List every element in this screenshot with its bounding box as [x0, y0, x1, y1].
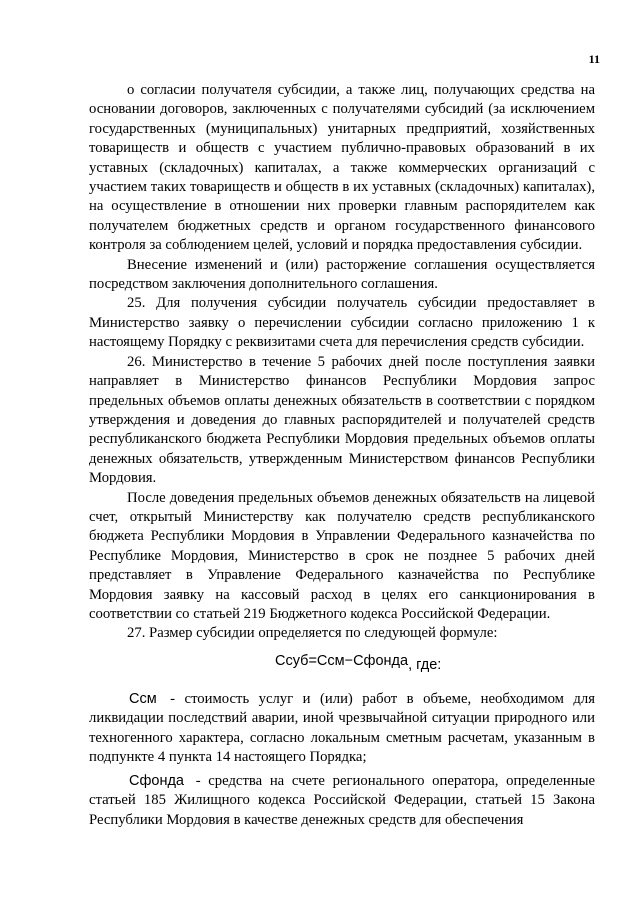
definition-sfonda-symbol: Сфонда	[129, 773, 184, 789]
document-body	[89, 81, 595, 644]
definition-ssm	[89, 690, 595, 768]
definition-ssm-text: - стоимость услуг и (или) работ в объеме, необходимом для ликвидации последствий аварии, иной чрезвычайной ситуации природного или техногенного характера, согласно локальным сметным расчетам, указанным в подпункте 4 пункта 14 настоящего Порядка;	[89, 691, 595, 766]
paragraph-limits: После доведения предельных объемов денежных обязательств на лицевой счет, открытый Министерству как получателю средств республиканского бюджета Республики Мордовия в Управлении Федерального казначейства по Республике Мордовия, Министерство в срок не позднее 5 рабочих дней представляет в Управление Федерального казначейства по Республике Мордовия заявку на кассовый расход в целях его санкционирования в соответствии со статьей 219 Бюджетного кодекса Российской Федерации.	[89, 489, 595, 622]
paragraph-27: 27. Размер субсидии определяется по следующей формуле:	[127, 625, 498, 642]
definition-sfonda	[89, 772, 595, 830]
formula-suffix: , где:	[408, 657, 442, 673]
paragraph-26: 26. Министерство в течение 5 рабочих дней после поступления заявки направляет в Министерство финансов Республики Мордовия запрос предельных объемов оплаты денежных обязательств в соответствии с порядком утверждения и доведения до главных распорядителей и получателей средств республиканского бюджета Республики Мордовия предельных объемов оплаты денежных обязательств, утвержденным Министерством финансов Республики Мордовия.	[89, 353, 595, 487]
paragraph-consent: о согласии получателя субсидии, а также лиц, получающих средства на основании договоров, заключенных с получателями субсидий (за исключением государственных (муниципальных) унитарных предприятий, хозяйственных товариществ и обществ с участием публично-правовых образований в их уставных (складочных) капиталах, а также коммерческих организаций с участием таких товариществ и обществ в их уставных (складочных) капиталах), на осуществление в отношении них проверки главным распорядителем как получателем бюджетных средств и органом государственного финансового контроля за соблюдением целей, условий и порядка предоставления субсидии.	[89, 82, 595, 254]
subsidy-formula	[275, 653, 442, 673]
page-number: 11	[588, 52, 600, 66]
definition-ssm-symbol: Ссм	[129, 691, 157, 707]
definition-sfonda-text: - средства на счете регионального оператора, определенные статьей 185 Жилищного кодекса Российской Федерации, статьей 15 Закона Республики Мордовия в качестве денежных средств для обеспечения	[89, 773, 595, 828]
paragraph-25: 25. Для получения субсидии получатель субсидии предоставляет в Министерство заявку о перечислении субсидии согласно приложению 1 к настоящему Порядку с реквизитами счета для перечисления средств субсидии.	[89, 295, 595, 351]
formula-expression: Ссуб=Сcм−Сфонда	[275, 653, 409, 669]
paragraph-amendment: Внесение изменений и (или) расторжение соглашения осуществляется посредством заключения дополнительного соглашения.	[89, 256, 595, 293]
